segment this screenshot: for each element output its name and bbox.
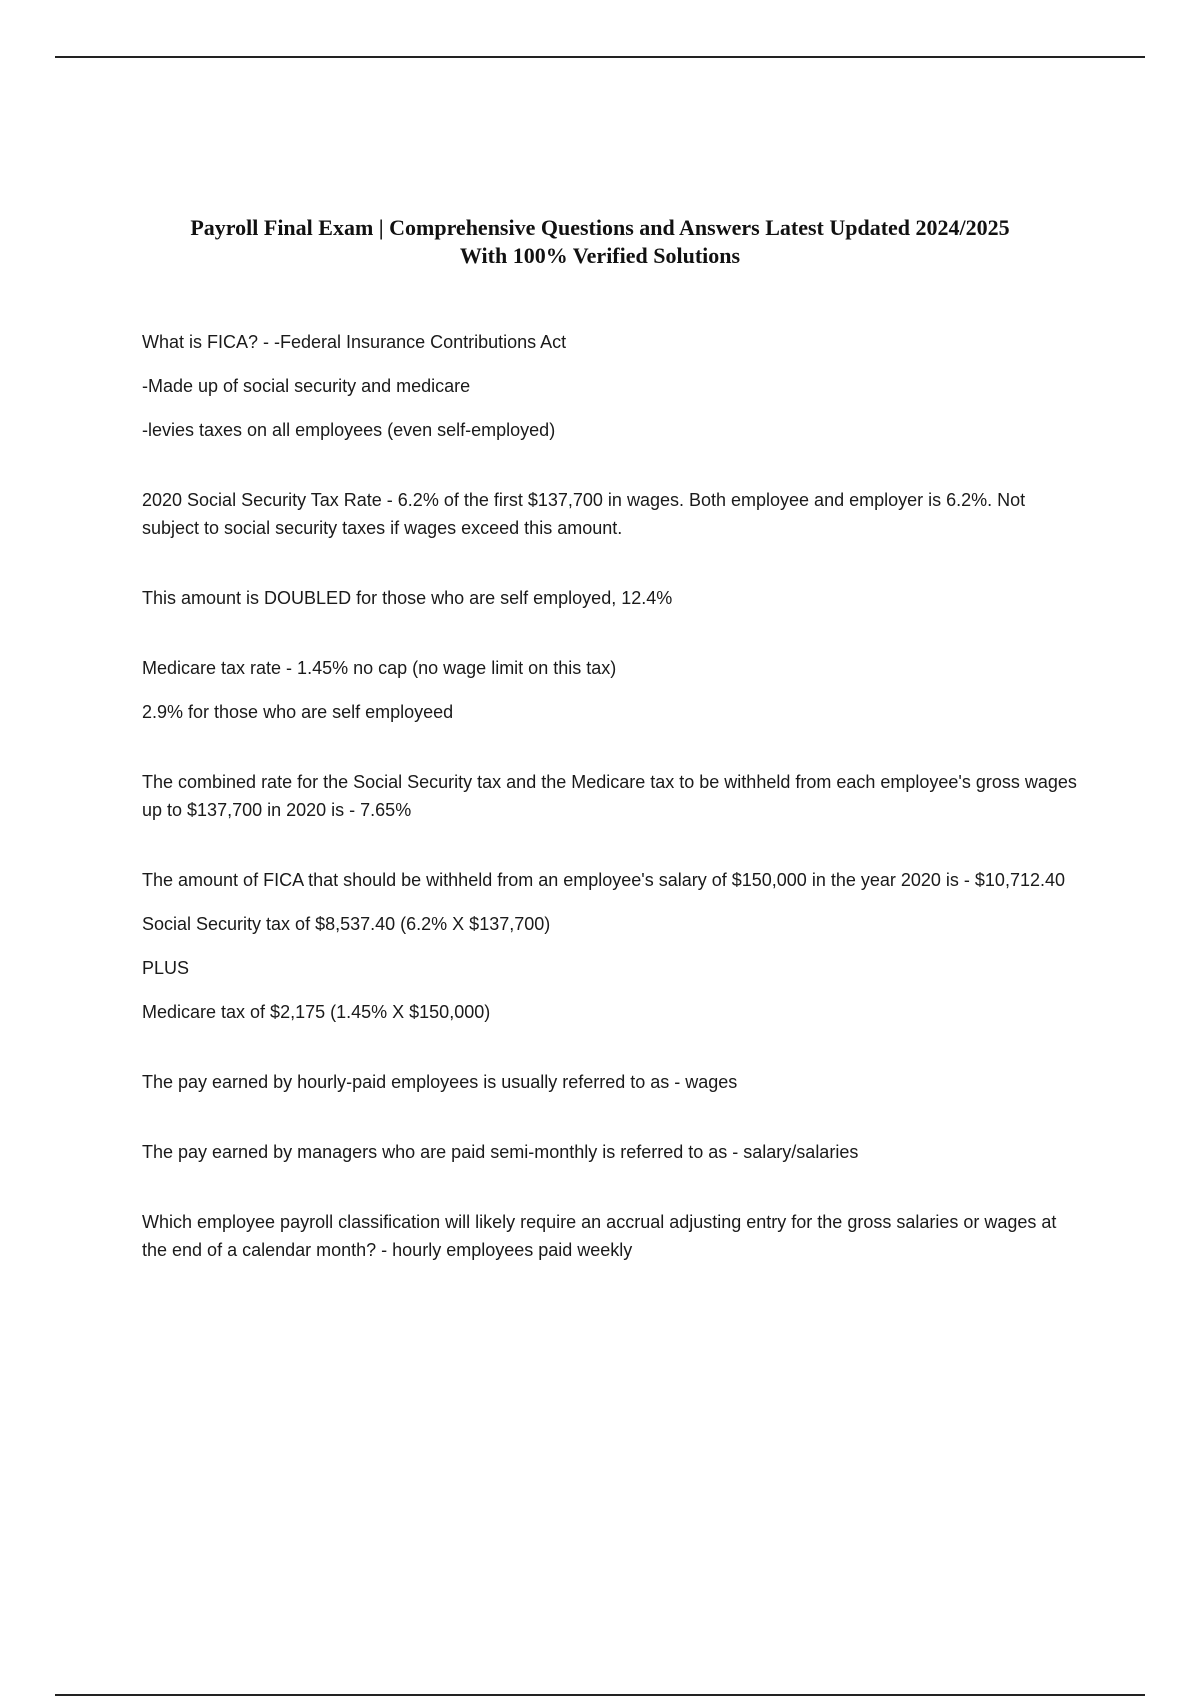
title-line-2: With 100% Verified Solutions (459, 243, 741, 268)
paragraph: -levies taxes on all employees (even self-employed) (142, 420, 556, 440)
paragraph: 2.9% for those who are self employeed (142, 702, 454, 722)
paragraph: Social Security tax of $8,537.40 (6.2% X $137,700) (142, 914, 551, 934)
paragraph: The pay earned by managers who are paid semi-monthly is referred to as - salary/salaries (142, 1142, 859, 1162)
paragraph: -Made up of social security and medicare (142, 376, 471, 396)
paragraph: Medicare tax rate - 1.45% no cap (no wage limit on this tax) (142, 658, 617, 678)
paragraph: This amount is DOUBLED for those who are self employed, 12.4% (142, 588, 673, 608)
paragraph: 2020 Social Security Tax Rate - 6.2% of the first $137,700 in wages. Both employee and employer is 6.2%. Not subject to social security taxes if wages exceed this amount. (142, 490, 1026, 538)
bottom-divider (55, 1694, 1145, 1696)
document-body (142, 328, 1082, 1280)
title-line-1: Payroll Final Exam | Comprehensive Questions and Answers Latest Updated 2024/2025 (190, 215, 1010, 240)
paragraph: Medicare tax of $2,175 (1.45% X $150,000) (142, 1002, 491, 1022)
paragraph: The combined rate for the Social Security tax and the Medicare tax to be withheld from each employee's gross wages up to $137,700 in 2020 is - 7.65% (142, 772, 1077, 820)
paragraph: The pay earned by hourly-paid employees is usually referred to as - wages (142, 1072, 738, 1092)
paragraph: The amount of FICA that should be withheld from an employee's salary of $150,000 in the year 2020 is - $10,712.40 (142, 870, 1066, 890)
paragraph: What is FICA? - -Federal Insurance Contributions Act (142, 332, 567, 352)
paragraph: Which employee payroll classification will likely require an accrual adjusting entry for the gross salaries or wages at the end of a calendar month? - hourly employees paid weekly (142, 1212, 1057, 1260)
document-title (100, 214, 1100, 270)
paragraph: PLUS (142, 958, 190, 978)
top-divider (55, 56, 1145, 58)
